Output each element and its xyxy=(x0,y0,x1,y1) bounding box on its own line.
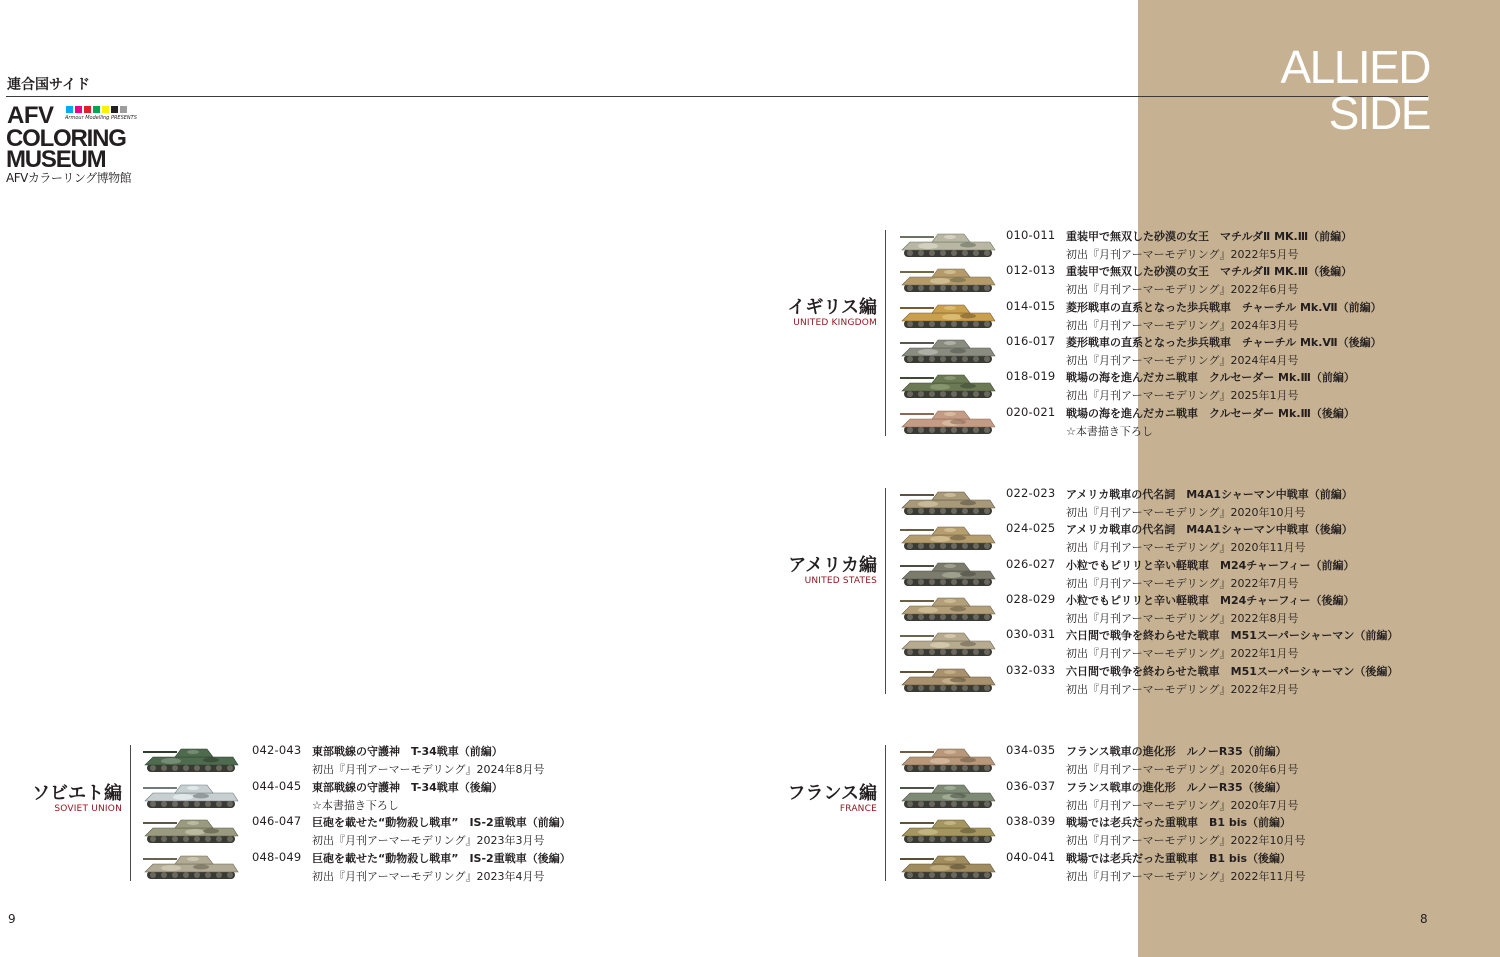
entry-source: 初出『月刊アーマーモデリング』2020年7月号 xyxy=(1066,798,1299,812)
logo-swatch xyxy=(111,106,118,113)
tank-illustration xyxy=(898,487,998,517)
page-range: 042-043 xyxy=(252,743,302,757)
tank-illustration xyxy=(898,628,998,658)
tank-illustration xyxy=(898,851,998,881)
page-number-right: 8 xyxy=(1420,912,1428,926)
entry-title: 巨砲を載せた“動物殺し戦車” IS-2重戦車（後編） xyxy=(312,851,571,865)
entry-title: 重装甲で無双した砂漠の女王 マチルダⅡ MK.Ⅲ（前編） xyxy=(1066,230,1353,243)
afv-coloring-museum-logo xyxy=(6,104,146,186)
entry-title: 戦場では老兵だった重戦車 B1 bis（前編） xyxy=(1066,816,1292,829)
section-title-japanese: アメリカ編 xyxy=(788,555,877,576)
entry-title: 菱形戦車の直系となった歩兵戦車 チャーチル Mk.Ⅶ（前編） xyxy=(1066,300,1382,314)
page-range: 018-019 xyxy=(1006,369,1056,384)
page-range: 038-039 xyxy=(1006,814,1056,828)
page-range: 012-013 xyxy=(1006,263,1056,278)
page-range: 014-015 xyxy=(1006,298,1056,313)
japanese-section-title: 連合国サイド xyxy=(7,77,91,93)
allied-side-title: ALLIED SIDE xyxy=(1280,41,1430,139)
page-range: 032-033 xyxy=(1006,662,1056,677)
page-range: 024-025 xyxy=(1006,521,1056,536)
entry-title: 戦場の海を進んだカニ戦車 クルセーダー Mk.Ⅲ（前編） xyxy=(1066,371,1355,385)
tank-illustration xyxy=(898,744,998,774)
entry-title: 東部戦線の守護神 T-34戦車（前編） xyxy=(312,745,503,758)
entry-source: 初出『月刊アーマーモデリング』2022年8月号 xyxy=(1066,611,1299,625)
logo-museum: MUSEUM xyxy=(6,146,106,173)
page-range: 022-023 xyxy=(1006,486,1056,500)
logo-coloring: COLORING xyxy=(6,125,126,152)
page-range: 020-021 xyxy=(1006,404,1056,419)
section-divider-line xyxy=(130,745,131,881)
section-divider-line xyxy=(885,230,886,436)
tank-illustration xyxy=(141,815,241,845)
tank-illustration xyxy=(898,264,998,294)
tank-illustration xyxy=(898,780,998,810)
entry-title: フランス戦車の進化形 ルノーR35（後編） xyxy=(1066,780,1287,794)
logo-swatch xyxy=(75,106,82,113)
tank-illustration xyxy=(898,664,998,694)
entry-title: 小粒でもピリリと辛い軽戦車 M24チャーフィー（前編） xyxy=(1066,558,1355,572)
logo-color-swatches xyxy=(66,106,127,113)
tank-illustration xyxy=(898,335,998,365)
section-heading xyxy=(788,784,877,815)
section-title-japanese: ソビエト編 xyxy=(32,783,122,804)
section-heading xyxy=(32,784,122,815)
section-title-english: UNITED KINGDOM xyxy=(793,318,877,328)
logo-swatch xyxy=(93,106,100,113)
entry-source: 初出『月刊アーマーモデリング』2022年2月号 xyxy=(1066,682,1299,696)
section-title-english: SOVIET UNION xyxy=(54,804,122,814)
tank-illustration xyxy=(898,370,998,400)
section-title-english: FRANCE xyxy=(839,804,877,814)
page-range: 046-047 xyxy=(252,814,302,828)
section-heading xyxy=(787,298,877,329)
logo-swatch xyxy=(66,106,73,113)
entry-source: ☆本書描き下ろし xyxy=(1066,424,1153,438)
logo-japanese: AFVカラーリング博物館 xyxy=(6,171,132,185)
logo-afv: AFV xyxy=(7,102,54,129)
tank-illustration xyxy=(141,851,241,881)
entry-source: 初出『月刊アーマーモデリング』2022年10月号 xyxy=(1066,834,1306,847)
page-range: 040-041 xyxy=(1006,849,1056,864)
entry-title: 小粒でもピリリと辛い軽戦車 M24チャーフィー（後編） xyxy=(1066,593,1355,607)
page-range: 048-049 xyxy=(252,849,302,864)
logo-swatch xyxy=(120,106,127,113)
entry-source: 初出『月刊アーマーモデリング』2023年4月号 xyxy=(312,869,545,883)
logo-presents: Armour Modelling PRESENTS xyxy=(65,115,137,121)
logo-swatch xyxy=(84,106,91,113)
page-range: 026-027 xyxy=(1006,556,1056,571)
page-number-left: 9 xyxy=(8,912,16,926)
entry-title: 六日間で戦争を終わらせた戦車 M51スーパーシャーマン（前編） xyxy=(1066,629,1399,643)
entry-title: 六日間で戦争を終わらせた戦車 M51スーパーシャーマン（後編） xyxy=(1066,664,1399,678)
entry-title: 戦場では老兵だった重戦車 B1 bis（後編） xyxy=(1066,851,1292,865)
tank-illustration xyxy=(141,744,241,774)
entry-source: ☆本書描き下ろし xyxy=(312,798,399,812)
section-title-japanese: フランス編 xyxy=(787,783,877,804)
section-heading xyxy=(788,556,877,587)
entry-title: 菱形戦車の直系となった歩兵戦車 チャーチル Mk.Ⅶ（後編） xyxy=(1066,335,1382,349)
entry-source: 初出『月刊アーマーモデリング』2023年3月号 xyxy=(312,834,545,847)
entry-source: 初出『月刊アーマーモデリング』2020年10月号 xyxy=(1066,506,1306,519)
entry-source: 初出『月刊アーマーモデリング』2022年5月号 xyxy=(1066,248,1299,261)
entry-source: 初出『月刊アーマーモデリング』2022年11月号 xyxy=(1066,869,1306,883)
page-range: 016-017 xyxy=(1006,333,1056,348)
entry-title: 戦場の海を進んだカニ戦車 クルセーダー Mk.Ⅲ（後編） xyxy=(1066,406,1355,420)
entry-source: 初出『月刊アーマーモデリング』2022年7月号 xyxy=(1066,576,1299,590)
section-divider-line xyxy=(885,745,886,881)
section-title-japanese: イギリス編 xyxy=(787,297,877,318)
page-range: 044-045 xyxy=(252,778,302,793)
entry-source: 初出『月刊アーマーモデリング』2022年6月号 xyxy=(1066,283,1299,297)
page-range: 010-011 xyxy=(1006,228,1056,242)
tank-illustration xyxy=(898,815,998,845)
entry-title: 巨砲を載せた“動物殺し戦車” IS-2重戦車（前編） xyxy=(312,816,571,829)
section-title-english: UNITED STATES xyxy=(804,576,877,586)
entry-source: 初出『月刊アーマーモデリング』2025年1月号 xyxy=(1066,389,1299,403)
entry-title: アメリカ戦車の代名詞 M4A1シャーマン中戦車（前編） xyxy=(1066,488,1353,501)
tank-illustration xyxy=(898,300,998,330)
tank-illustration xyxy=(898,593,998,623)
entry-title: アメリカ戦車の代名詞 M4A1シャーマン中戦車（後編） xyxy=(1066,523,1353,537)
entry-source: 初出『月刊アーマーモデリング』2024年3月号 xyxy=(1066,318,1299,332)
entry-title: フランス戦車の進化形 ルノーR35（前編） xyxy=(1066,745,1287,758)
tank-illustration xyxy=(898,522,998,552)
page-range: 034-035 xyxy=(1006,743,1056,757)
entry-source: 初出『月刊アーマーモデリング』2020年6月号 xyxy=(1066,763,1299,776)
page-range: 030-031 xyxy=(1006,627,1056,642)
entry-source: 初出『月刊アーマーモデリング』2022年1月号 xyxy=(1066,647,1299,661)
entry-source: 初出『月刊アーマーモデリング』2024年8月号 xyxy=(312,763,545,776)
entry-title: 東部戦線の守護神 T-34戦車（後編） xyxy=(312,780,503,794)
page-range: 036-037 xyxy=(1006,778,1056,793)
tank-illustration xyxy=(141,780,241,810)
entry-source: 初出『月刊アーマーモデリング』2024年4月号 xyxy=(1066,353,1299,367)
entry-source: 初出『月刊アーマーモデリング』2020年11月号 xyxy=(1066,541,1306,555)
page-range: 028-029 xyxy=(1006,591,1056,606)
entry-title: 重装甲で無双した砂漠の女王 マチルダⅡ MK.Ⅲ（後編） xyxy=(1066,265,1353,279)
logo-swatch xyxy=(102,106,109,113)
tank-illustration xyxy=(898,558,998,588)
section-divider-line xyxy=(885,488,886,694)
tank-illustration xyxy=(898,406,998,436)
tank-illustration xyxy=(898,229,998,259)
